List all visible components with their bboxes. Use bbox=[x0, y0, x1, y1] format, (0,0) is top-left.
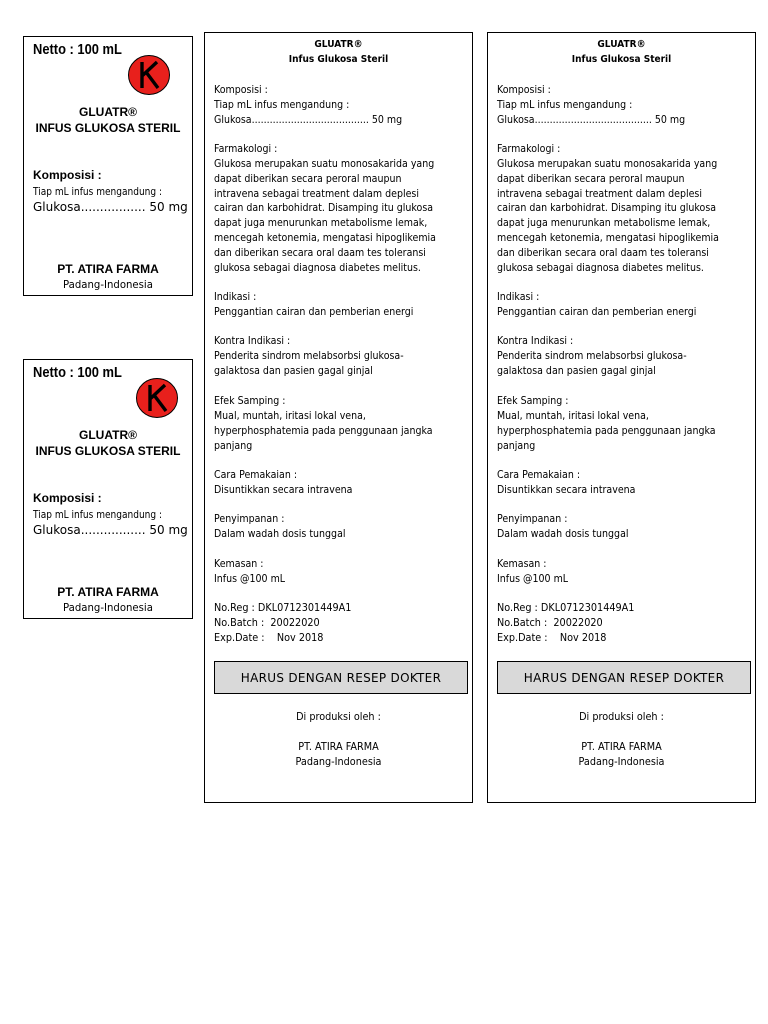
big-label-1 bbox=[204, 32, 473, 803]
kontra-line: Penderita sindrom melabsorbsi glukosa- bbox=[214, 349, 404, 362]
farmakologi-line: mencegah ketonemia, mengatasi hipoglikemia bbox=[214, 231, 436, 244]
exp-label: Exp.Date : bbox=[497, 631, 548, 644]
farmakologi-line: dapat diberikan secara peroral maupun bbox=[214, 171, 402, 185]
komposisi-line: Tiap mL infus mengandung : bbox=[33, 185, 163, 198]
kontra-line: galaktosa dan pasien gagal ginjal bbox=[497, 364, 656, 377]
glukosa-amount: Glukosa....................................... 50 mg bbox=[214, 112, 403, 126]
farmakologi-line: cairan dan karbohidrat. Disamping itu glukosa bbox=[497, 201, 717, 215]
brand-name: GLUATR® bbox=[314, 39, 363, 50]
company-name: PT. ATIRA FARMA bbox=[581, 740, 662, 753]
reg-value: DKL0712301449A1 bbox=[540, 601, 635, 614]
glukosa-amount: Glukosa....................................... 50 mg bbox=[497, 112, 686, 126]
glukosa-amount: Glukosa................. 50 mg bbox=[33, 523, 188, 537]
komposisi-line: Tiap mL infus mengandung : bbox=[497, 97, 633, 111]
cara-text: Disuntikkan secara intravena bbox=[214, 483, 353, 496]
product-name: Infus Glukosa Steril bbox=[571, 54, 672, 65]
small-label-1 bbox=[23, 36, 193, 296]
farmakologi-line: dan diberikan secara oral daam tes toleransi bbox=[214, 245, 426, 259]
exp-label: Exp.Date : bbox=[214, 631, 265, 644]
batch-number bbox=[214, 616, 320, 629]
kemasan-text: Infus @100 mL bbox=[214, 572, 286, 585]
netto-volume: Netto : 100 mL bbox=[33, 364, 122, 381]
farmakologi-title: Farmakologi : bbox=[214, 142, 278, 155]
kontra-line: Penderita sindrom melabsorbsi glukosa- bbox=[497, 349, 687, 362]
glukosa-amount: Glukosa................. 50 mg bbox=[33, 200, 188, 214]
kontra-title: Kontra Indikasi : bbox=[214, 334, 291, 347]
komposisi-title: Komposisi : bbox=[33, 168, 102, 182]
penyimpanan-text: Dalam wadah dosis tunggal bbox=[214, 527, 346, 540]
efek-title: Efek Samping : bbox=[214, 394, 286, 407]
farmakologi-line: intravena sebagai treatment dalam deplesi bbox=[214, 186, 419, 200]
efek-line: hyperphosphatemia pada penggunaan jangka bbox=[497, 423, 716, 437]
produced-by-label: Di produksi oleh : bbox=[579, 710, 664, 723]
farmakologi-title: Farmakologi : bbox=[497, 142, 561, 155]
farmakologi-line: glukosa sebagai diagnosa diabetes melitus. bbox=[497, 260, 704, 274]
reg-label: No.Reg : bbox=[214, 601, 255, 614]
cara-text: Disuntikkan secara intravena bbox=[497, 483, 636, 496]
indikasi-text: Penggantian cairan dan pemberian energi bbox=[214, 305, 414, 318]
indikasi-title: Indikasi : bbox=[214, 290, 257, 303]
efek-line: panjang bbox=[214, 438, 253, 452]
batch-label: No.Batch : bbox=[497, 616, 548, 629]
exp-value: Nov 2018 bbox=[276, 631, 324, 644]
farmakologi-line: intravena sebagai treatment dalam deplesi bbox=[497, 186, 702, 200]
farmakologi-line: Glukosa merupakan suatu monosakarida yang bbox=[497, 157, 718, 170]
farmakologi-line: dapat diberikan secara peroral maupun bbox=[497, 171, 685, 185]
exp-date bbox=[497, 631, 606, 644]
efek-title: Efek Samping : bbox=[497, 394, 569, 407]
company-name: PT. ATIRA FARMA bbox=[57, 262, 159, 276]
farmakologi-line: dan diberikan secara oral daam tes toleransi bbox=[497, 245, 709, 259]
company-name: PT. ATIRA FARMA bbox=[57, 585, 159, 599]
company-city: Padang-Indonesia bbox=[295, 755, 382, 768]
komposisi-line: Tiap mL infus mengandung : bbox=[33, 508, 163, 521]
batch-label: No.Batch : bbox=[214, 616, 265, 629]
reg-number bbox=[497, 601, 634, 614]
farmakologi-line: glukosa sebagai diagnosa diabetes melitus. bbox=[214, 260, 421, 274]
kemasan-text: Infus @100 mL bbox=[497, 572, 569, 585]
reg-label: No.Reg : bbox=[497, 601, 538, 614]
reg-value: DKL0712301449A1 bbox=[257, 601, 352, 614]
exp-date bbox=[214, 631, 323, 644]
kontra-line: galaktosa dan pasien gagal ginjal bbox=[214, 364, 373, 377]
batch-value: 20022020 bbox=[270, 616, 320, 629]
penyimpanan-title: Penyimpanan : bbox=[497, 512, 568, 525]
company-city: Padang-Indonesia bbox=[63, 278, 153, 291]
batch-number bbox=[497, 616, 603, 629]
cara-title: Cara Pemakaian : bbox=[214, 468, 298, 481]
penyimpanan-text: Dalam wadah dosis tunggal bbox=[497, 527, 629, 540]
exp-value: Nov 2018 bbox=[559, 631, 607, 644]
farmakologi-line: dapat juga menurunkan metabolisme lemak, bbox=[214, 216, 428, 230]
cara-title: Cara Pemakaian : bbox=[497, 468, 581, 481]
batch-value: 20022020 bbox=[553, 616, 603, 629]
efek-line: Mual, muntah, iritasi lokal vena, bbox=[214, 409, 366, 422]
small-label-2 bbox=[23, 359, 193, 619]
farmakologi-line: dapat juga menurunkan metabolisme lemak, bbox=[497, 216, 711, 230]
kontra-title: Kontra Indikasi : bbox=[497, 334, 574, 347]
indikasi-text: Penggantian cairan dan pemberian energi bbox=[497, 305, 697, 318]
big-label-2 bbox=[487, 32, 756, 803]
product-name: INFUS GLUKOSA STERIL bbox=[35, 444, 181, 458]
product-name: INFUS GLUKOSA STERIL bbox=[35, 121, 181, 135]
produced-by-label: Di produksi oleh : bbox=[296, 710, 381, 723]
komposisi-line: Tiap mL infus mengandung : bbox=[214, 97, 350, 111]
efek-line: Mual, muntah, iritasi lokal vena, bbox=[497, 409, 649, 422]
netto-volume: Netto : 100 mL bbox=[33, 41, 122, 58]
brand-name: GLUATR® bbox=[79, 428, 137, 442]
brand-name: GLUATR® bbox=[597, 39, 646, 50]
farmakologi-line: Glukosa merupakan suatu monosakarida yang bbox=[214, 157, 435, 170]
komposisi-title: Komposisi : bbox=[497, 83, 551, 96]
prescription-warning: HARUS DENGAN RESEP DOKTER bbox=[214, 661, 468, 694]
company-city: Padang-Indonesia bbox=[578, 755, 665, 768]
kemasan-title: Kemasan : bbox=[214, 557, 264, 570]
komposisi-title: Komposisi : bbox=[214, 83, 268, 96]
kemasan-title: Kemasan : bbox=[497, 557, 547, 570]
k-logo-icon bbox=[136, 378, 178, 418]
efek-line: panjang bbox=[497, 438, 536, 452]
prescription-warning: HARUS DENGAN RESEP DOKTER bbox=[497, 661, 751, 694]
company-name: PT. ATIRA FARMA bbox=[298, 740, 379, 753]
brand-name: GLUATR® bbox=[79, 105, 137, 119]
efek-line: hyperphosphatemia pada penggunaan jangka bbox=[214, 423, 433, 437]
product-name: Infus Glukosa Steril bbox=[288, 54, 389, 65]
farmakologi-line: cairan dan karbohidrat. Disamping itu glukosa bbox=[214, 201, 434, 215]
company-city: Padang-Indonesia bbox=[63, 601, 153, 614]
komposisi-title: Komposisi : bbox=[33, 491, 102, 505]
farmakologi-line: mencegah ketonemia, mengatasi hipoglikemia bbox=[497, 231, 719, 244]
reg-number bbox=[214, 601, 351, 614]
k-logo-icon bbox=[128, 55, 170, 95]
penyimpanan-title: Penyimpanan : bbox=[214, 512, 285, 525]
indikasi-title: Indikasi : bbox=[497, 290, 540, 303]
